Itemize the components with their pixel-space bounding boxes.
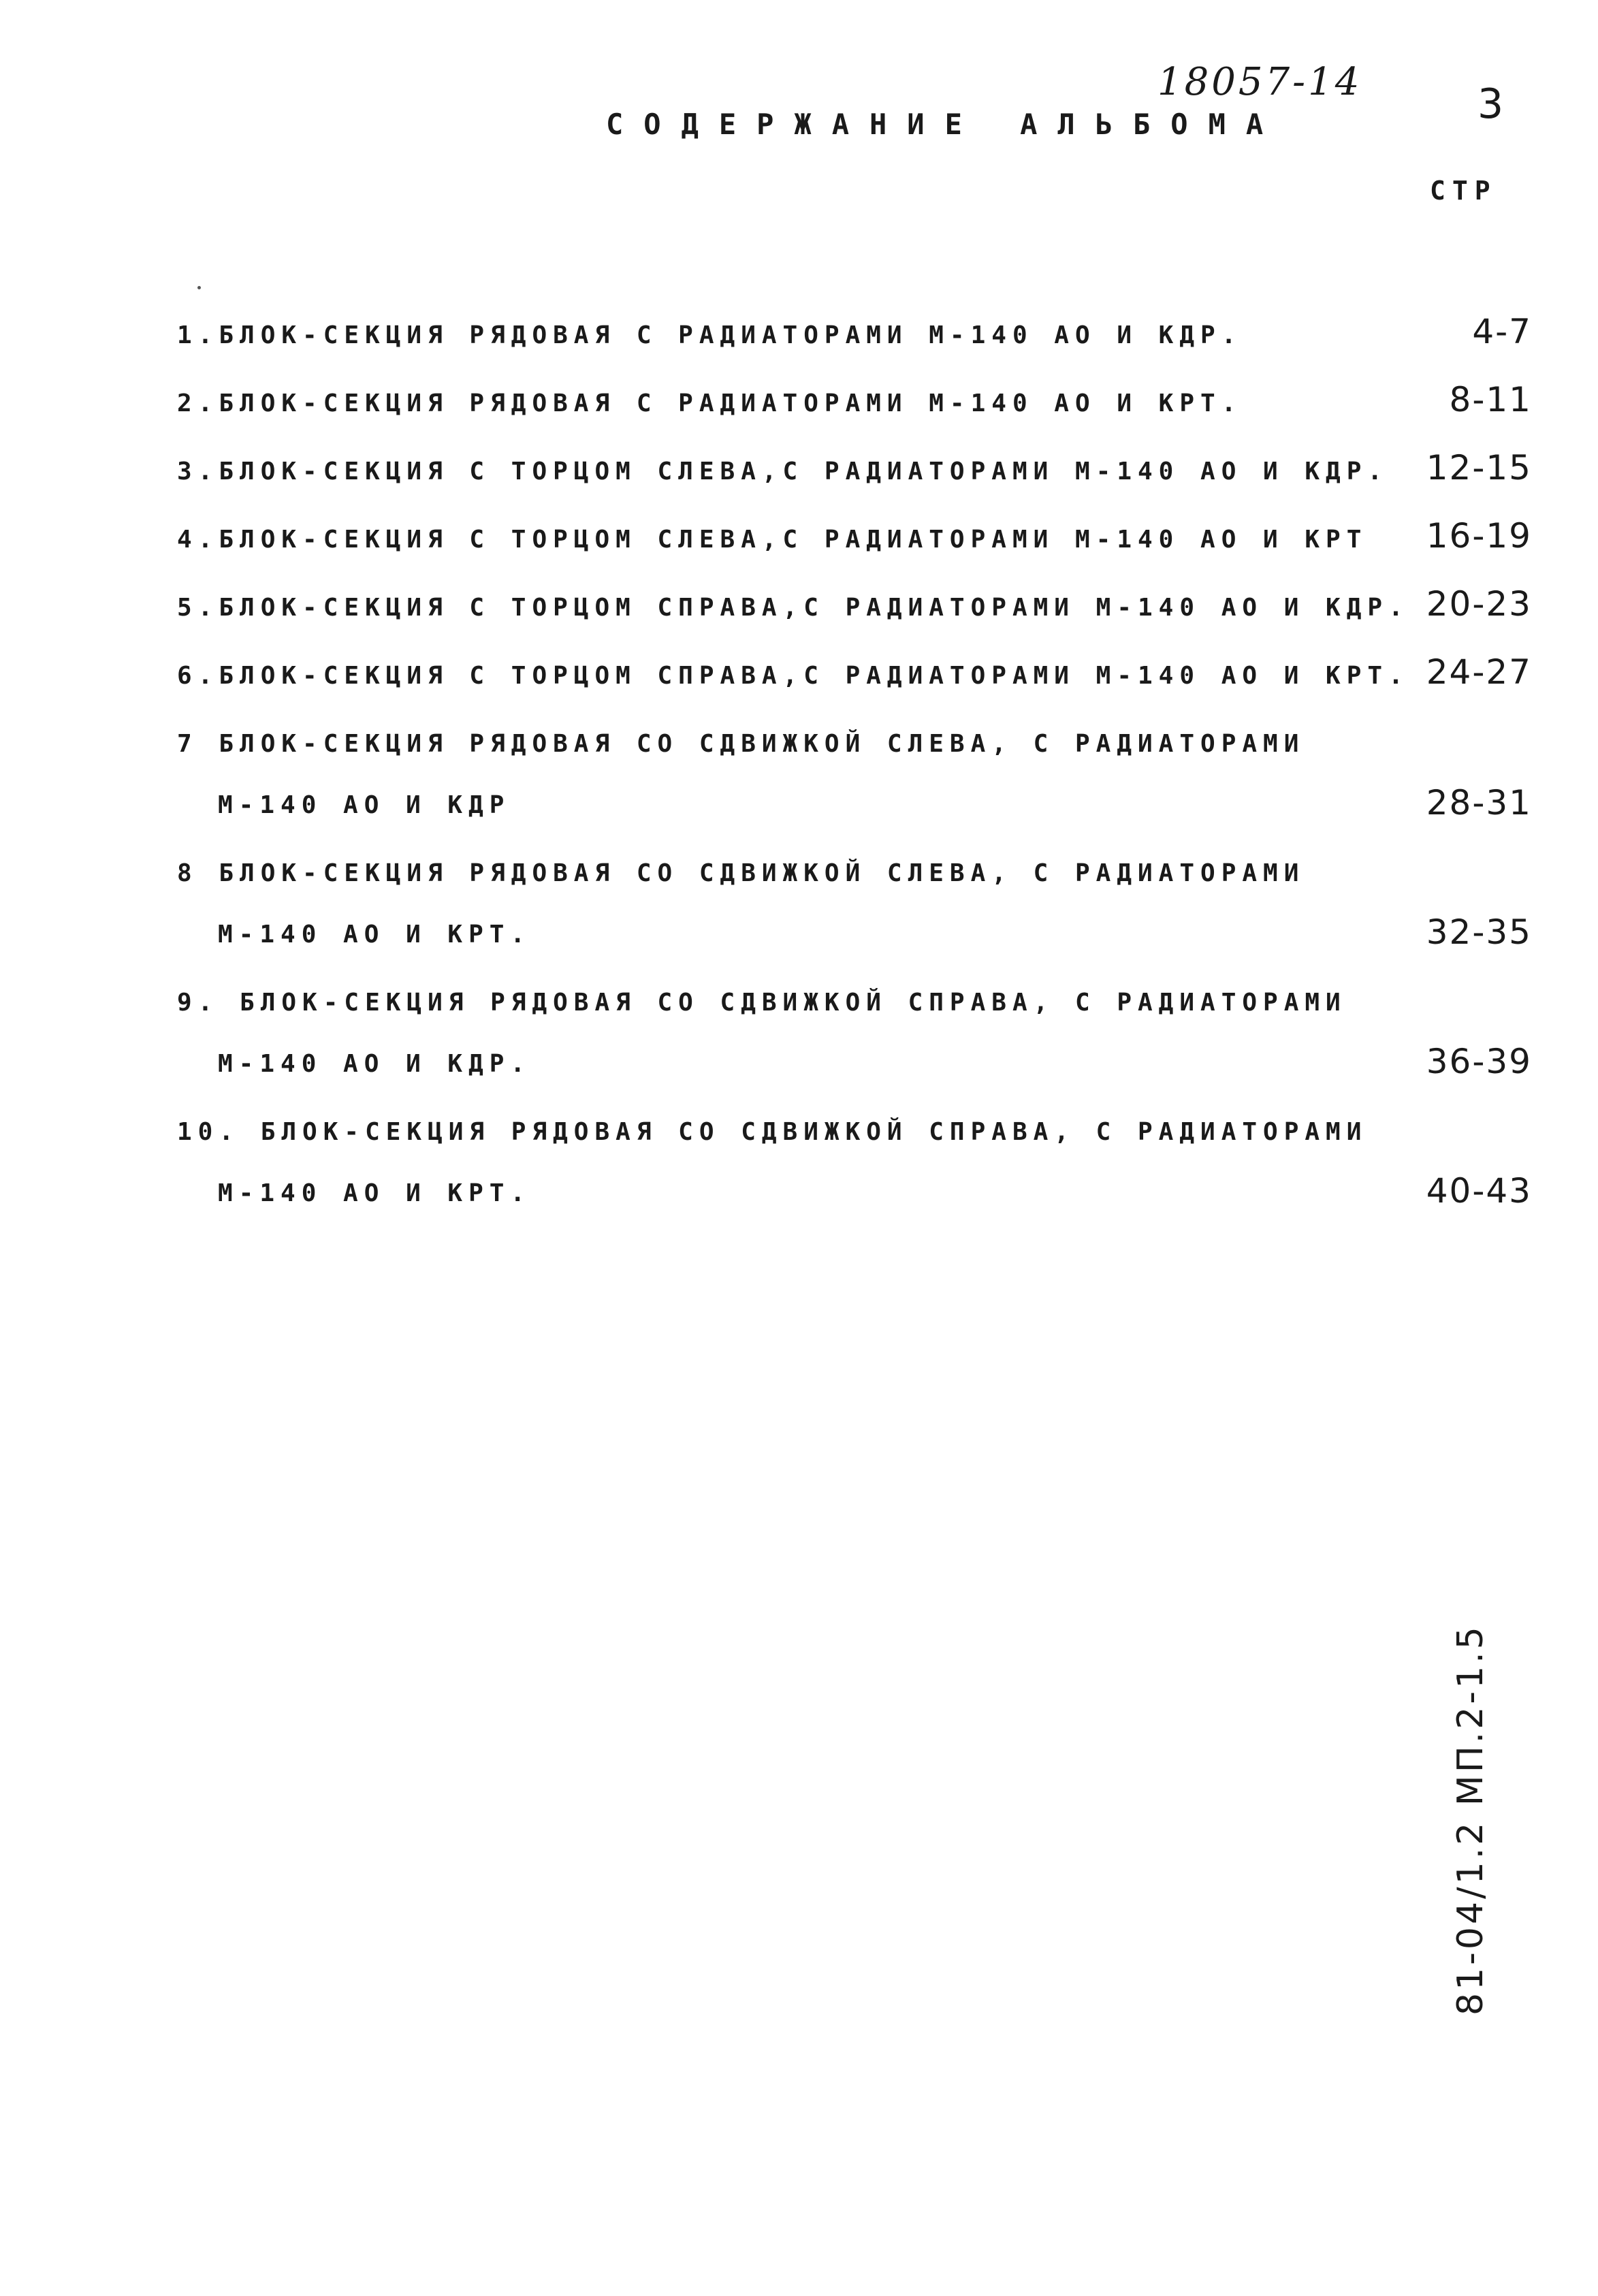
toc-entry [177,306,1532,374]
toc-entry-title-continued: М-140 АО И КДР. [218,1050,532,1078]
toc-entry [177,374,1532,443]
page-title: СОДЕРЖАНИЕ АЛЬБОМА [606,108,1284,141]
document-number: 18057-14 [1157,60,1362,104]
toc-entry-title: 6.БЛОК-СЕКЦИЯ С ТОРЦОМ СПРАВА,С РАДИАТОРАМИ М-140 АО И КРТ. [177,662,1409,690]
toc-entry-title-continued: М-140 АО И КРТ. [218,921,532,948]
toc-entry-title: 3.БЛОК-СЕКЦИЯ С ТОРЦОМ СЛЕВА,С РАДИАТОРАМИ М-140 АО И КДР. [177,458,1389,485]
toc-entry-pages: 20-23 [1426,584,1532,624]
toc-entry-pages: 32-35 [1426,912,1532,952]
toc-entry [177,1103,1532,1232]
toc-entry-pages: 24-27 [1426,652,1532,692]
side-stamp-text: 81-04/1.2 МП.2-1.5 [1450,1624,1491,2015]
toc-entry-pages: 12-15 [1426,448,1532,488]
toc-entry [177,511,1532,579]
toc-entry [177,443,1532,511]
toc-entry [177,715,1532,844]
toc-entry-pages: 40-43 [1426,1171,1532,1211]
toc-entry-title: 2.БЛОК-СЕКЦИЯ РЯДОВАЯ С РАДИАТОРАМИ М-140 АО И КРТ. [177,389,1243,417]
toc-entry-title: 4.БЛОК-СЕКЦИЯ С ТОРЦОМ СЛЕВА,С РАДИАТОРАМИ М-140 АО И КРТ [177,526,1368,554]
toc-entry-pages: 8-11 [1449,380,1532,419]
page-number: 3 [1477,80,1504,128]
ink-dot [197,286,201,289]
toc-entry-title: 7 БЛОК-СЕКЦИЯ РЯДОВАЯ СО СДВИЖКОЙ СЛЕВА, С РАДИАТОРАМИ [177,730,1305,758]
toc-entry-pages: 16-19 [1426,516,1532,556]
side-stamp [1450,1624,1491,2022]
toc-entry [177,579,1532,647]
toc-entry-title: 1.БЛОК-СЕКЦИЯ РЯДОВАЯ С РАДИАТОРАМИ М-140 АО И КДР. [177,321,1243,349]
toc-entry-title: 5.БЛОК-СЕКЦИЯ С ТОРЦОМ СПРАВА,С РАДИАТОРАМИ М-140 АО И КДР. [177,594,1409,622]
toc-entry [177,647,1532,715]
toc-entry-title: 10. БЛОК-СЕКЦИЯ РЯДОВАЯ СО СДВИЖКОЙ СПРАВА, С РАДИАТОРАМИ [177,1118,1368,1146]
toc-entry-pages: 4-7 [1472,312,1532,351]
table-of-contents [177,306,1532,1232]
toc-entry [177,844,1532,974]
toc-entry-title-continued: М-140 АО И КРТ. [218,1179,532,1207]
pages-column-header: СТР [1430,176,1497,206]
toc-entry-title: 8 БЛОК-СЕКЦИЯ РЯДОВАЯ СО СДВИЖКОЙ СЛЕВА, С РАДИАТОРАМИ [177,859,1305,887]
toc-entry-title: 9. БЛОК-СЕКЦИЯ РЯДОВАЯ СО СДВИЖКОЙ СПРАВА, С РАДИАТОРАМИ [177,989,1347,1017]
toc-entry-title-continued: М-140 АО И КДР [218,791,511,819]
toc-entry-pages: 36-39 [1426,1042,1532,1081]
toc-entry-pages: 28-31 [1426,783,1532,823]
toc-entry [177,974,1532,1103]
